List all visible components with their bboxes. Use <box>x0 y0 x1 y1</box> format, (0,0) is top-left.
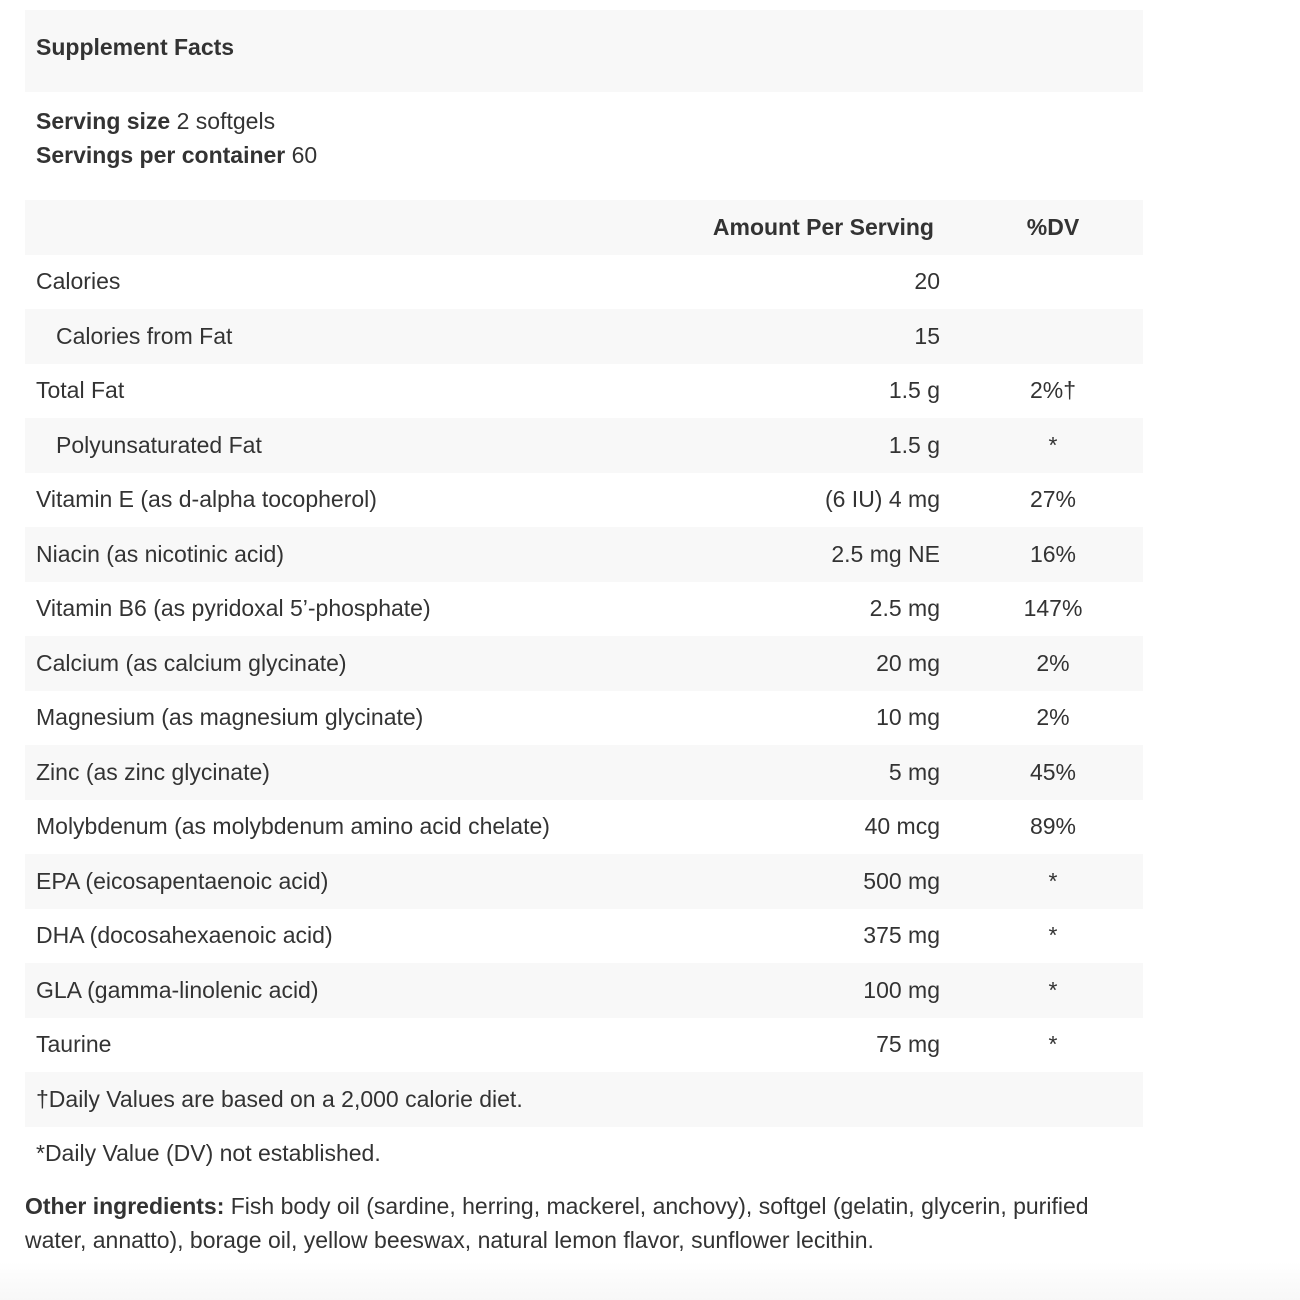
nutrient-dv: 27% <box>1029 486 1077 513</box>
other-ingredients-label: Other ingredients: <box>25 1193 225 1219</box>
nutrient-dv-cell <box>940 582 1143 637</box>
nutrient-dv-cell <box>940 691 1143 746</box>
nutrient-dv: 147% <box>1023 595 1083 622</box>
nutrient-amount: 5 mg <box>888 758 940 785</box>
header-name <box>25 200 665 255</box>
table-body <box>25 255 1143 1073</box>
footnote-dv-basis: †Daily Values are based on a 2,000 calorie diet. <box>36 1085 523 1112</box>
serving-size-value: 2 softgels <box>176 108 276 134</box>
nutrient-amount: 75 mg <box>876 1031 940 1058</box>
nutrient-amount: 2.5 mg <box>869 595 940 622</box>
nutrients-table <box>25 200 1143 1181</box>
nutrient-name: Zinc (as zinc glycinate) <box>36 758 270 785</box>
footnote-row <box>25 1127 1143 1182</box>
servings-per-container <box>36 138 1143 172</box>
nutrient-amount: 2.5 mg NE <box>831 540 940 567</box>
table-row <box>25 527 1143 582</box>
table-row <box>25 909 1143 964</box>
table-row <box>25 364 1143 419</box>
table-row <box>25 854 1143 909</box>
servings-per-container-value: 60 <box>291 142 318 168</box>
nutrient-dv-cell <box>940 309 1143 364</box>
nutrient-dv: * <box>1048 431 1058 458</box>
nutrient-name: DHA (docosahexaenoic acid) <box>36 922 333 949</box>
serving-size-label: Serving size <box>36 108 171 134</box>
table-row <box>25 582 1143 637</box>
table-row <box>25 963 1143 1018</box>
serving-size <box>36 104 1143 138</box>
nutrient-name: Magnesium (as magnesium glycinate) <box>36 704 424 731</box>
nutrient-name: Calories <box>36 268 121 295</box>
nutrient-amount: 20 <box>914 268 940 295</box>
table-row <box>25 636 1143 691</box>
nutrient-dv: * <box>1048 922 1058 949</box>
nutrient-dv-cell <box>940 636 1143 691</box>
nutrient-name: GLA (gamma-linolenic acid) <box>36 976 319 1003</box>
nutrient-amount: 10 mg <box>876 704 940 731</box>
page-title: Supplement Facts <box>25 10 1143 92</box>
nutrient-amount: (6 IU) 4 mg <box>824 486 940 513</box>
nutrient-dv-cell <box>940 418 1143 473</box>
nutrient-dv: * <box>1048 867 1058 894</box>
nutrient-dv-cell <box>940 854 1143 909</box>
nutrient-name: Vitamin B6 (as pyridoxal 5’-phosphate) <box>36 595 431 622</box>
nutrient-name: Niacin (as nicotinic acid) <box>36 540 284 567</box>
table-row <box>25 691 1143 746</box>
table-row <box>25 418 1143 473</box>
servings-per-container-label: Servings per container <box>36 142 286 168</box>
nutrient-dv: 2%† <box>1029 377 1077 404</box>
nutrient-name: EPA (eicosapentaenoic acid) <box>36 867 329 894</box>
nutrient-name: Taurine <box>36 1031 112 1058</box>
nutrient-amount: 1.5 g <box>888 431 940 458</box>
nutrient-amount: 15 <box>914 322 940 349</box>
nutrient-dv: 16% <box>1029 540 1077 567</box>
header-dv <box>940 200 1143 255</box>
nutrient-name: Calories from Fat <box>56 322 233 349</box>
nutrient-amount: 375 mg <box>863 922 940 949</box>
nutrient-dv: * <box>1048 1031 1058 1058</box>
nutrient-amount: 20 mg <box>876 649 940 676</box>
nutrient-dv: 2% <box>1036 704 1070 731</box>
table-row <box>25 745 1143 800</box>
footnote-row <box>25 1072 1143 1127</box>
nutrient-name: Molybdenum (as molybdenum amino acid chelate) <box>36 813 550 840</box>
table-row <box>25 1018 1143 1073</box>
nutrient-amount: 40 mcg <box>864 813 940 840</box>
serving-info <box>25 92 1143 200</box>
supplement-facts-panel <box>25 10 1143 1257</box>
nutrient-dv: * <box>1048 976 1058 1003</box>
nutrient-amount: 1.5 g <box>888 377 940 404</box>
nutrient-dv-cell <box>940 364 1143 419</box>
nutrient-name: Polyunsaturated Fat <box>56 431 262 458</box>
nutrient-name: Total Fat <box>36 377 125 404</box>
nutrient-dv-cell <box>940 909 1143 964</box>
nutrient-name: Calcium (as calcium glycinate) <box>36 649 347 676</box>
nutrient-dv-cell <box>940 745 1143 800</box>
nutrient-amount: 500 mg <box>863 867 940 894</box>
other-ingredients-text: Fish body oil (sardine, herring, mackerel, anchovy), softgel (gelatin, glycerin, purified water, annatto), borage oil, yellow beeswax, natural lemon flavor, sunflower lecithin. <box>25 1193 1089 1253</box>
table-row <box>25 255 1143 310</box>
table-header-row <box>25 200 1143 255</box>
nutrient-dv-cell <box>940 473 1143 528</box>
table-row <box>25 800 1143 855</box>
nutrient-dv-cell <box>940 1018 1143 1073</box>
nutrient-amount: 100 mg <box>863 976 940 1003</box>
nutrient-dv: 2% <box>1036 649 1070 676</box>
other-ingredients <box>25 1189 1155 1257</box>
table-row <box>25 309 1143 364</box>
nutrient-dv-cell <box>940 963 1143 1018</box>
nutrient-dv-cell <box>940 800 1143 855</box>
nutrient-name: Vitamin E (as d-alpha tocopherol) <box>36 486 377 513</box>
nutrient-dv-cell <box>940 527 1143 582</box>
header-amount: Amount Per Serving <box>712 213 934 240</box>
table-row <box>25 473 1143 528</box>
nutrient-dv-cell <box>940 255 1143 310</box>
nutrient-dv: 89% <box>1029 813 1077 840</box>
nutrient-dv: 45% <box>1029 758 1077 785</box>
header-dv-label: %DV <box>1026 213 1080 240</box>
bottom-fade <box>0 1262 1300 1300</box>
footnote-dv-not-established: *Daily Value (DV) not established. <box>36 1140 381 1167</box>
